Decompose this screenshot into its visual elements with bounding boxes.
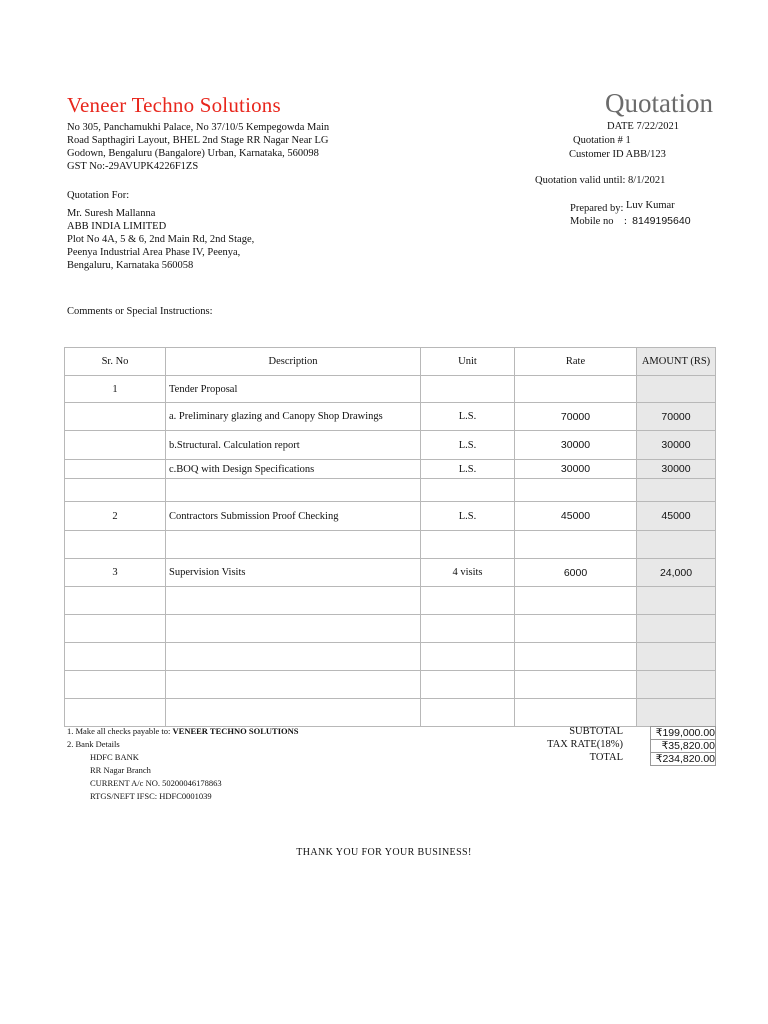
- cell-unit: [421, 479, 515, 502]
- cell-unit: [421, 587, 515, 615]
- table-row: [65, 643, 716, 671]
- cell-sr-no: [65, 403, 166, 431]
- cell-unit: L.S.: [421, 403, 515, 431]
- cell-rate: 70000: [515, 403, 637, 431]
- cell-sr-no: 1: [65, 376, 166, 403]
- table-row: [65, 460, 716, 479]
- cell-unit: [421, 699, 515, 727]
- cell-description: [166, 615, 421, 643]
- cell-amount: 45000: [637, 502, 716, 531]
- total-value: ₹234,820.00: [650, 752, 716, 766]
- subtotal-label: SUBTOTAL: [569, 726, 623, 737]
- comments-label: Comments or Special Instructions:: [67, 306, 213, 317]
- cell-amount: 30000: [637, 431, 716, 460]
- address-line: No 305, Panchamukhi Palace, No 37/10/5 Kempegowda Main: [67, 122, 330, 133]
- cell-amount: [637, 479, 716, 502]
- cell-description: b.Structural. Calculation report: [166, 431, 421, 460]
- client-address: [67, 207, 254, 272]
- cell-amount: [637, 587, 716, 615]
- payment-note: [67, 725, 298, 738]
- gst-number: GST No:-29AVUPK4226F1ZS: [67, 161, 199, 172]
- table-row: [65, 376, 716, 403]
- cell-sr-no: [65, 615, 166, 643]
- cell-description: Supervision Visits: [166, 559, 421, 587]
- valid-until-row: [535, 175, 665, 186]
- items-table: [64, 347, 716, 727]
- table-row: [65, 587, 716, 615]
- cell-rate: 45000: [515, 502, 637, 531]
- date-row: [607, 121, 679, 132]
- address-line: Road Sapthagiri Layout, BHEL 2nd Stage RR Nagar Near LG: [67, 135, 329, 146]
- cell-unit: L.S.: [421, 460, 515, 479]
- header-sr-no: Sr. No: [65, 348, 166, 376]
- cell-unit: [421, 615, 515, 643]
- table-row: [65, 531, 716, 559]
- cell-description: c.BOQ with Design Specifications: [166, 460, 421, 479]
- cell-rate: [515, 376, 637, 403]
- total-label: TOTAL: [589, 752, 623, 763]
- cell-description: [166, 479, 421, 502]
- cell-description: a. Preliminary glazing and Canopy Shop Drawings: [166, 403, 421, 431]
- cell-amount: 24,000: [637, 559, 716, 587]
- customer-id-label: Customer ID: [569, 149, 624, 160]
- cell-rate: 30000: [515, 431, 637, 460]
- cell-description: Contractors Submission Proof Checking: [166, 502, 421, 531]
- client-company: ABB INDIA LIMITED: [67, 221, 167, 232]
- quotation-number-label: Quotation #: [573, 135, 623, 146]
- cell-amount: [637, 643, 716, 671]
- table-row: [65, 431, 716, 460]
- quotation-number-value: 1: [625, 135, 631, 146]
- bank-details: [90, 751, 222, 803]
- client-address-line: Bengaluru, Karnataka 560058: [67, 260, 194, 271]
- quotation-number-row: [573, 135, 631, 146]
- cell-unit: [421, 376, 515, 403]
- company-address: [67, 121, 329, 173]
- cell-amount: [637, 699, 716, 727]
- prepared-by-row: [570, 200, 675, 214]
- header-description: Description: [166, 348, 421, 376]
- cell-sr-no: [65, 479, 166, 502]
- tax-value: ₹35,820.00: [650, 739, 716, 753]
- cell-amount: 70000: [637, 403, 716, 431]
- header-amount: AMOUNT (RS): [637, 348, 716, 376]
- cell-description: [166, 587, 421, 615]
- table-row: [65, 615, 716, 643]
- cell-sr-no: [65, 460, 166, 479]
- table-row: [65, 502, 716, 531]
- bank-heading: 2. Bank Details: [67, 739, 120, 749]
- client-address-line: Plot No 4A, 5 & 6, 2nd Main Rd, 2nd Stage,: [67, 234, 255, 245]
- bank-name: HDFC BANK: [90, 752, 139, 762]
- subtotal-value: ₹199,000.00: [650, 726, 716, 740]
- cell-rate: [515, 643, 637, 671]
- mobile-separator: :: [623, 216, 627, 227]
- cell-rate: [515, 531, 637, 559]
- quotation-for-heading: Quotation For:: [67, 190, 130, 201]
- cell-rate: 30000: [515, 460, 637, 479]
- cell-description: [166, 671, 421, 699]
- cell-amount: [637, 531, 716, 559]
- mobile-value: 8149195640: [632, 215, 691, 227]
- cell-amount: 30000: [637, 460, 716, 479]
- cell-sr-no: [65, 431, 166, 460]
- thank-you-message: THANK YOU FOR YOUR BUSINESS!: [296, 847, 472, 858]
- cell-unit: 4 visits: [421, 559, 515, 587]
- bank-ifsc: RTGS/NEFT IFSC: HDFC0001039: [90, 791, 212, 801]
- bank-account: CURRENT A/c NO. 50200046178863: [90, 778, 222, 788]
- checks-prefix: 1. Make all checks payable to:: [67, 726, 173, 736]
- valid-until-label: Quotation valid until:: [535, 175, 626, 186]
- cell-sr-no: [65, 587, 166, 615]
- cell-rate: [515, 479, 637, 502]
- company-name: Veneer Techno Solutions: [67, 93, 281, 117]
- prepared-by-value: Luv Kumar: [625, 200, 675, 211]
- cell-rate: [515, 615, 637, 643]
- cell-description: Tender Proposal: [166, 376, 421, 403]
- mobile-row: [570, 215, 691, 227]
- table-header-row: [65, 348, 716, 376]
- cell-amount: [637, 671, 716, 699]
- bank-branch: RR Nagar Branch: [90, 765, 151, 775]
- client-name: Mr. Suresh Mallanna: [67, 208, 156, 219]
- valid-until-value: 8/1/2021: [628, 175, 666, 186]
- customer-id-row: [569, 149, 666, 160]
- cell-sr-no: 3: [65, 559, 166, 587]
- document-title: Quotation: [605, 88, 713, 118]
- cell-sr-no: [65, 531, 166, 559]
- prepared-by-label: Prepared by:: [570, 203, 624, 214]
- cell-unit: [421, 531, 515, 559]
- date-label: DATE: [607, 121, 634, 132]
- address-line: Godown, Bengaluru (Bangalore) Urban, Karnataka, 560098: [67, 148, 319, 159]
- date-value: 7/22/2021: [636, 121, 680, 132]
- table-row: [65, 671, 716, 699]
- tax-label: TAX RATE(18%): [547, 739, 623, 750]
- cell-rate: 6000: [515, 559, 637, 587]
- mobile-label: Mobile no: [570, 216, 614, 227]
- table-row: [65, 403, 716, 431]
- header-rate: Rate: [515, 348, 637, 376]
- client-address-line: Peenya Industrial Area Phase IV, Peenya,: [67, 247, 241, 258]
- cell-unit: L.S.: [421, 502, 515, 531]
- cell-sr-no: 2: [65, 502, 166, 531]
- cell-description: [166, 643, 421, 671]
- cell-unit: [421, 671, 515, 699]
- cell-sr-no: [65, 699, 166, 727]
- cell-unit: [421, 643, 515, 671]
- table-row: [65, 699, 716, 727]
- customer-id-value: ABB/123: [625, 149, 666, 160]
- cell-rate: [515, 699, 637, 727]
- cell-rate: [515, 671, 637, 699]
- table-row: [65, 559, 716, 587]
- cell-description: [166, 531, 421, 559]
- cell-sr-no: [65, 671, 166, 699]
- header-unit: Unit: [421, 348, 515, 376]
- cell-description: [166, 699, 421, 727]
- cell-amount: [637, 376, 716, 403]
- cell-unit: L.S.: [421, 431, 515, 460]
- cell-sr-no: [65, 643, 166, 671]
- cell-amount: [637, 615, 716, 643]
- cell-rate: [515, 587, 637, 615]
- checks-payee: VENEER TECHNO SOLUTIONS: [172, 726, 299, 736]
- table-row: [65, 479, 716, 502]
